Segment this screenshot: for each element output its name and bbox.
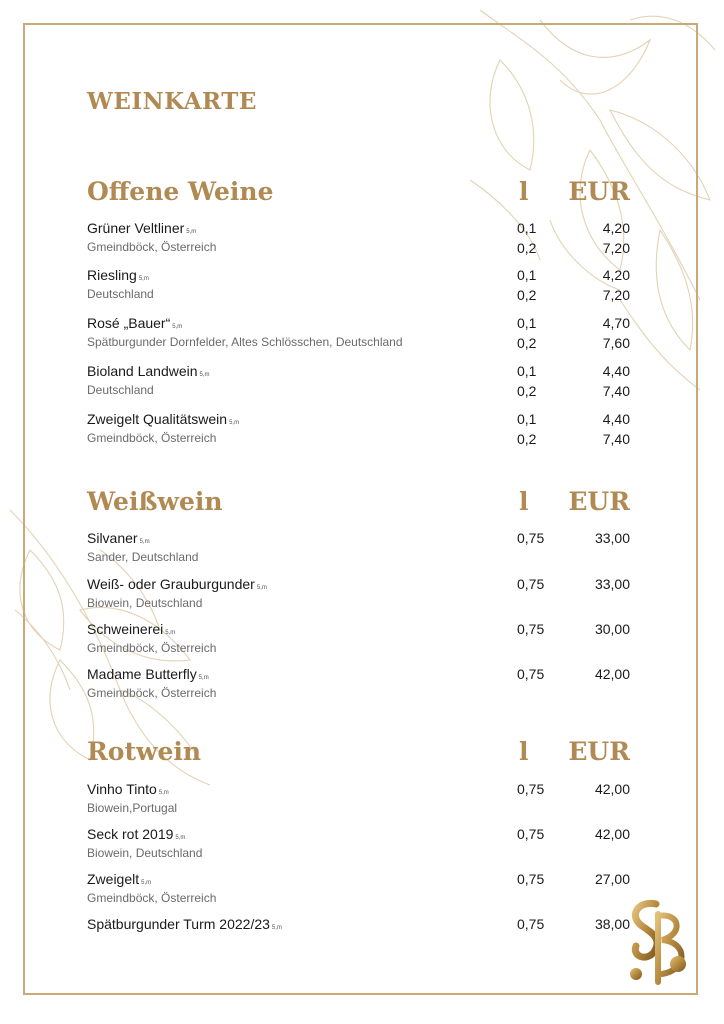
wine-name: Riesling 5,m	[87, 267, 149, 283]
volume: 0,75	[517, 530, 545, 546]
volume-column-header: l	[519, 177, 529, 206]
wine-name: Weiß- oder Grauburgunder 5,m	[87, 576, 267, 592]
wine-name: Seck rot 2019 5,m	[87, 826, 186, 842]
wine-origin: Sander, Deutschland	[87, 550, 199, 564]
allergen-note: 5,m	[186, 229, 197, 235]
price: 33,00	[594, 576, 630, 592]
volume: 0,2	[517, 431, 537, 447]
page-title: WEINKARTE	[87, 88, 257, 115]
price: 7,40	[602, 383, 630, 399]
volume: 0,2	[517, 383, 537, 399]
price: 4,70	[602, 315, 630, 331]
price: 4,40	[602, 411, 630, 427]
volume: 0,75	[517, 826, 545, 842]
volume: 0,75	[517, 621, 545, 637]
price-column-header: EUR	[568, 487, 630, 516]
volume: 0,1	[517, 267, 537, 283]
allergen-note: 5,m	[165, 630, 176, 636]
price: 30,00	[594, 621, 630, 637]
section-title: Weißwein	[87, 487, 223, 516]
wine-origin: Biowein, Deutschland	[87, 596, 203, 610]
wine-name: Grüner Veltliner 5,m	[87, 220, 197, 236]
price: 42,00	[594, 826, 630, 842]
price: 38,00	[594, 916, 630, 932]
volume: 0,75	[517, 871, 545, 887]
volume: 0,1	[517, 363, 537, 379]
wine-origin: Deutschland	[87, 287, 154, 301]
section-title: Rotwein	[87, 737, 202, 766]
volume: 0,1	[517, 220, 537, 236]
wine-item	[87, 220, 647, 264]
wine-origin: Gmeindböck, Österreich	[87, 641, 217, 655]
wine-item	[87, 621, 647, 665]
price: 42,00	[594, 781, 630, 797]
wine-name: Spätburgunder Turm 2022/23 5,m	[87, 916, 282, 932]
allergen-note: 5,m	[158, 790, 169, 796]
price: 4,20	[602, 220, 630, 236]
wine-name: Vinho Tinto 5,m	[87, 781, 169, 797]
price: 33,00	[594, 530, 630, 546]
wine-origin: Biowein,Portugal	[87, 801, 178, 815]
allergen-note: 5,m	[139, 539, 150, 545]
wine-name: Rosé „Bauer“ 5,m	[87, 315, 183, 331]
wine-item	[87, 411, 647, 455]
price: 7,60	[602, 335, 630, 351]
section-title: Offene Weine	[87, 177, 274, 206]
wine-item	[87, 267, 647, 311]
allergen-note: 5,m	[256, 585, 267, 591]
price: 42,00	[594, 666, 630, 682]
wine-item	[87, 576, 647, 620]
wine-item	[87, 826, 647, 870]
wine-origin: Gmeindböck, Österreich	[87, 891, 217, 905]
allergen-note: 5,m	[141, 880, 152, 886]
volume: 0,75	[517, 576, 545, 592]
wine-origin: Gmeindböck, Österreich	[87, 431, 217, 445]
section-header-rotwein	[87, 737, 647, 769]
wine-name: Bioland Landwein 5,m	[87, 363, 210, 379]
wine-name: Zweigelt Qualitätswein 5,m	[87, 411, 240, 427]
section-header-offene-weine	[87, 177, 647, 209]
volume: 0,2	[517, 240, 537, 256]
allergen-note: 5,m	[271, 925, 282, 931]
price: 7,20	[602, 240, 630, 256]
price-column-header: EUR	[568, 737, 630, 766]
volume: 0,2	[517, 287, 537, 303]
allergen-note: 5,m	[172, 324, 183, 330]
monogram-logo	[618, 896, 694, 992]
price: 4,20	[602, 267, 630, 283]
wine-item	[87, 315, 647, 359]
wine-origin: Deutschland	[87, 383, 154, 397]
wine-name: Zweigelt 5,m	[87, 871, 152, 887]
volume: 0,1	[517, 315, 537, 331]
volume: 0,75	[517, 781, 545, 797]
volume: 0,2	[517, 335, 537, 351]
price-column-header: EUR	[568, 177, 630, 206]
wine-origin: Biowein, Deutschland	[87, 846, 203, 860]
price: 4,40	[602, 363, 630, 379]
allergen-note: 5,m	[198, 675, 209, 681]
allergen-note: 5,m	[229, 420, 240, 426]
price: 7,40	[602, 431, 630, 447]
volume-column-header: l	[519, 737, 529, 766]
wine-origin: Gmeindböck, Österreich	[87, 686, 217, 700]
wine-item	[87, 363, 647, 407]
wine-name: Schweinerei 5,m	[87, 621, 176, 637]
wine-name: Madame Butterfly 5,m	[87, 666, 209, 682]
volume: 0,75	[517, 666, 545, 682]
wine-item	[87, 666, 647, 710]
wine-name: Silvaner 5,m	[87, 530, 150, 546]
allergen-note: 5,m	[199, 372, 210, 378]
wine-item	[87, 871, 647, 915]
wine-origin: Spätburgunder Dornfelder, Altes Schlösschen, Deutschland	[87, 335, 403, 349]
wine-origin: Gmeindböck, Österreich	[87, 240, 217, 254]
price: 27,00	[594, 871, 630, 887]
wine-item	[87, 530, 647, 574]
allergen-note: 5,m	[175, 835, 186, 841]
wine-item	[87, 916, 647, 960]
price: 7,20	[602, 287, 630, 303]
wine-item	[87, 781, 647, 825]
volume: 0,75	[517, 916, 545, 932]
allergen-note: 5,m	[138, 276, 149, 282]
volume: 0,1	[517, 411, 537, 427]
section-header-weisswein	[87, 487, 647, 519]
volume-column-header: l	[519, 487, 529, 516]
